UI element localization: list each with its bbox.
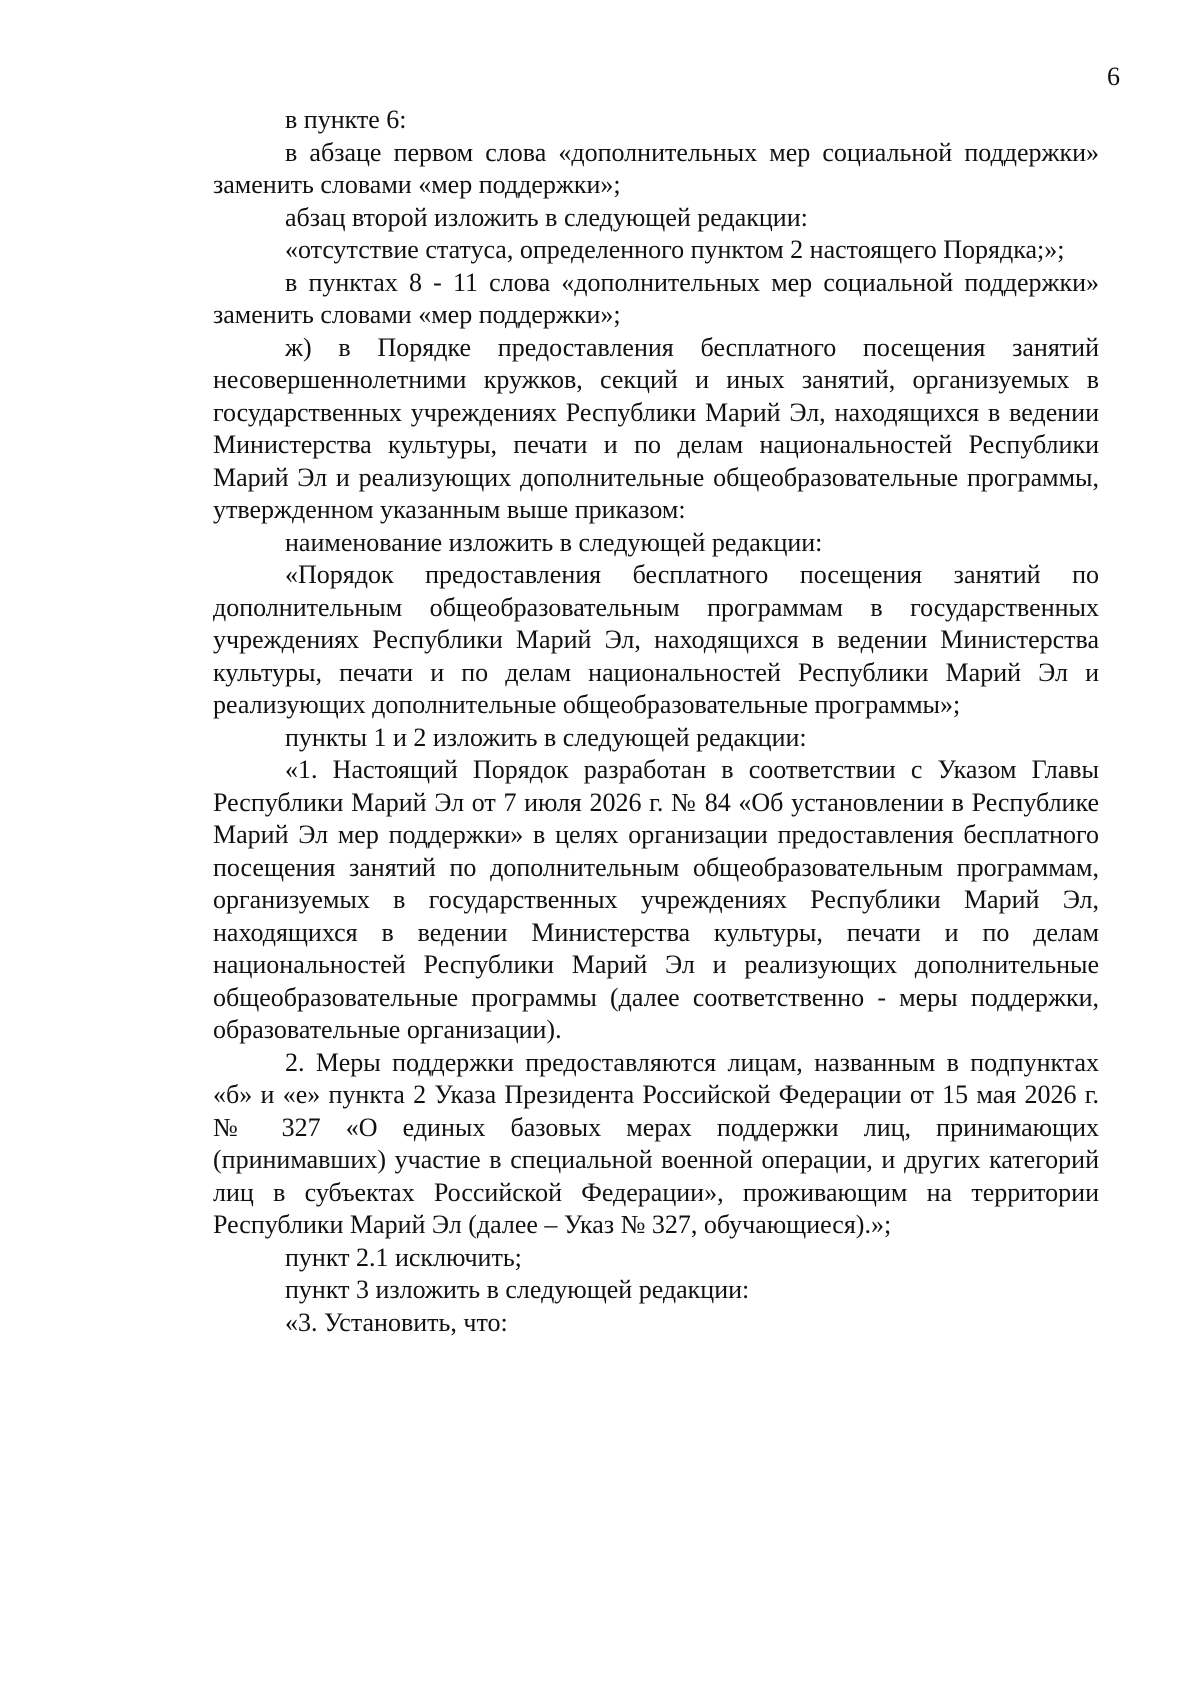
paragraph: «3. Установить, что: [285,1307,508,1337]
paragraph: «отсутствие статуса, определенного пунктом 2 настоящего Порядка;»; [285,235,1065,264]
paragraph: пункты 1 и 2 изложить в следующей редакции: [285,722,807,752]
paragraph: абзац второй изложить в следующей редакции: [285,202,808,232]
paragraph: в абзаце первом слова «дополнительных мер социальной поддержки» заменить словами «мер поддержки»; [213,137,1099,199]
document-body [213,104,1099,1339]
paragraph: пункт 2.1 исключить; [285,1242,522,1272]
paragraph: ж) в Порядке предоставления бесплатного посещения занятий несовершеннолетними кружков, секций и иных занятий, организуемых в государственных учреждениях Республики Марий Эл, находящихся в ведении Министерства культуры, печати и по делам национальностей Республики Марий Эл и реализующих дополнительные общеобразовательные программы, утвержденном указанным выше приказом: [213,332,1099,524]
page-number: 6 [1107,62,1120,91]
paragraph: 2. Меры поддержки предоставляются лицам, названным в подпунктах «б» и «е» пункта 2 Указа Президента Российской Федерации от 15 мая 2026 г. № 327 «О единых базовых мерах поддержки лиц, принимающих (принимавших) участие в специальной военной операции, и других категорий лиц в субъектах Российской Федерации», проживающим на территории Республики Марий Эл (далее – Указ № 327, обучающиеся).»; [213,1047,1099,1239]
paragraph: «Порядок предоставления бесплатного посещения занятий по дополнительным общеобразовательным программам в государственных учреждениях Республики Марий Эл, находящихся в ведении Министерства культуры, печати и по делам национальностей Республики Марий Эл и реализующих дополнительные общеобразовательные программы»; [213,560,1099,719]
paragraph: в пунктах 8 - 11 слова «дополнительных мер социальной поддержки» заменить словами «мер поддержки»; [213,267,1099,329]
paragraph: пункт 3 изложить в следующей редакции: [285,1275,750,1304]
paragraph: в пункте 6: [285,105,407,134]
paragraph: наименование изложить в следующей редакции: [285,527,823,557]
paragraph: «1. Настоящий Порядок разработан в соответствии с Указом Главы Республики Марий Эл от 7 июля 2026 г. № 84 «Об установлении в Республике Марий Эл мер поддержки» в целях организации предоставления бесплатного посещения занятий по дополнительным общеобразовательным программам, организуемых в государственных учреждениях Республики Марий Эл, находящихся в ведении Министерства культуры, печати и по делам национальностей Республики Марий Эл и реализующих дополнительные общеобразовательные программы (далее соответственно - меры поддержки, образовательные организации). [213,755,1099,1044]
